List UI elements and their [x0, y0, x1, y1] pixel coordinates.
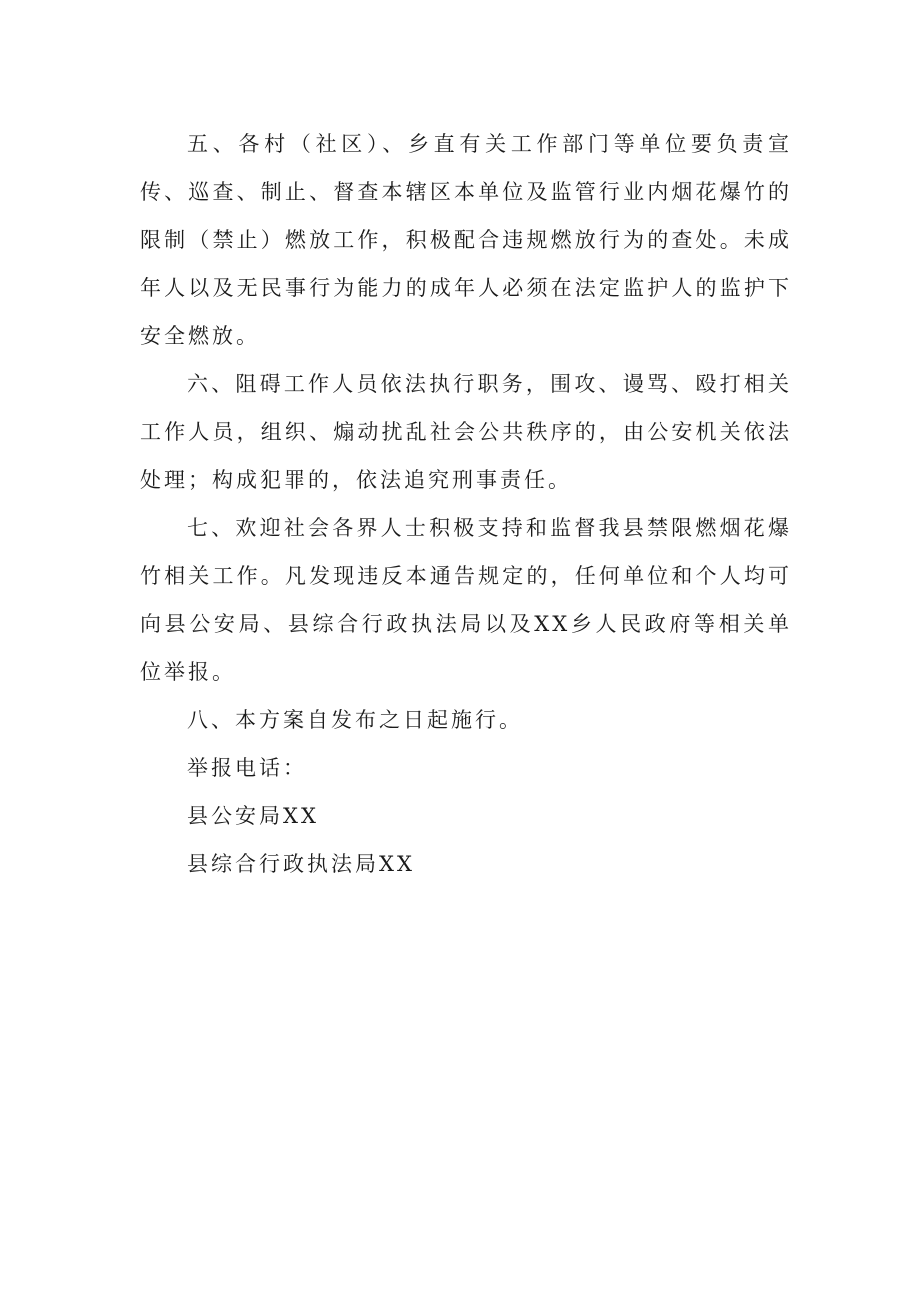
document-body	[140, 120, 792, 888]
paragraph-item-8: 八、本方案自发布之日起施行。	[187, 708, 523, 732]
contact-police-bureau: 县公安局XX	[187, 804, 319, 828]
contact-law-enforcement-bureau: 县综合行政执法局XX	[187, 852, 415, 876]
hotline-label: 举报电话：	[187, 756, 307, 780]
paragraph-item-6: 六、阻碍工作人员依法执行职务，围攻、谩骂、殴打相关工作人员，组织、煽动扰乱社会公共秩序的，由公安机关依法处理；构成犯罪的，依法追究刑事责任。	[140, 372, 792, 492]
paragraph-item-7: 七、欢迎社会各界人士积极支持和监督我县禁限燃烟花爆竹相关工作。凡发现违反本通告规定的，任何单位和个人均可向县公安局、县综合行政执法局以及XX乡人民政府等相关单位举报。	[140, 516, 792, 684]
paragraph-item-5: 五、各村（社区）、乡直有关工作部门等单位要负责宣传、巡查、制止、督查本辖区本单位及监管行业内烟花爆竹的限制（禁止）燃放工作，积极配合违规燃放行为的查处。未成年人以及无民事行为能力的成年人必须在法定监护人的监护下安全燃放。	[140, 132, 792, 348]
